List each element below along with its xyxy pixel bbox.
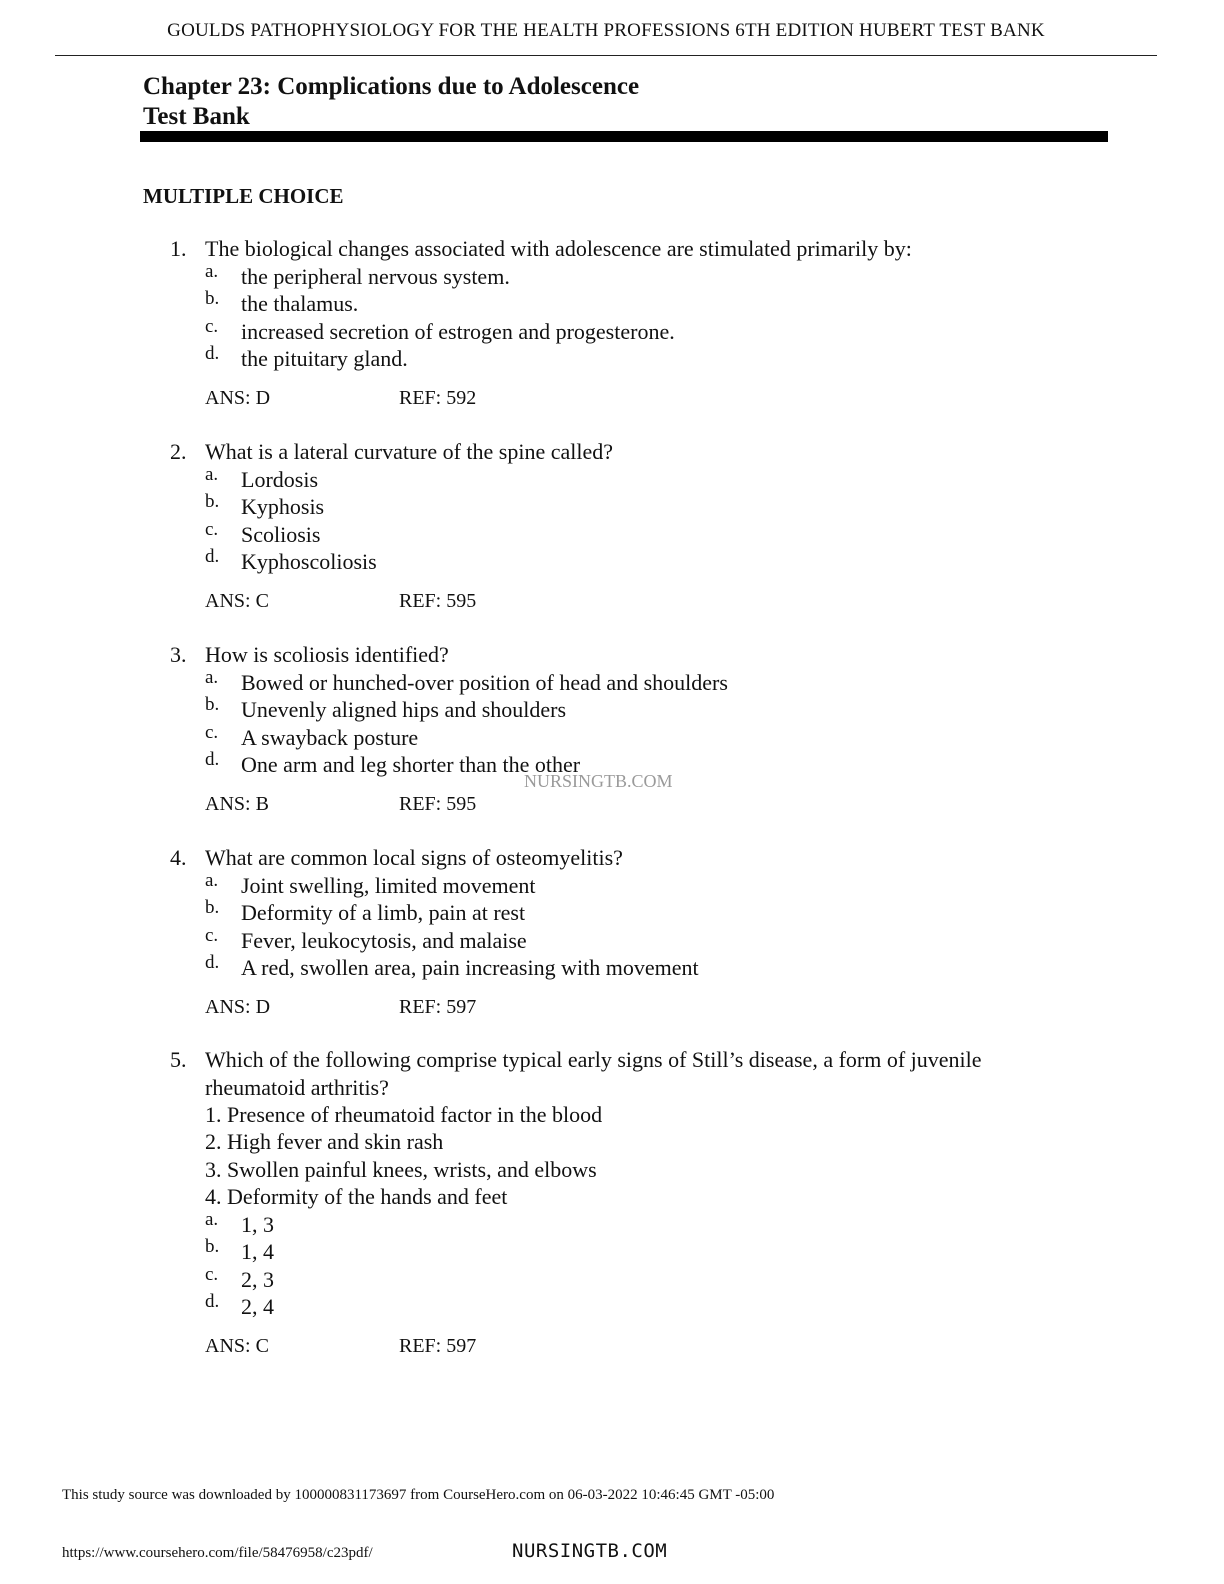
page-reference: REF: 592: [399, 387, 477, 409]
option-letter: d.: [205, 952, 220, 973]
option-text: A red, swollen area, pain increasing with movement: [241, 955, 699, 980]
option-text: increased secretion of estrogen and progesterone.: [241, 319, 675, 344]
statement-item: [0, 1101, 1100, 1128]
option-d: [0, 1293, 1100, 1320]
chapter-title-line2: Test Bank: [143, 103, 250, 130]
option-d: [0, 548, 1100, 575]
option-c: [0, 1266, 1100, 1293]
option-text: the thalamus.: [241, 291, 359, 316]
statement-item: [0, 1156, 1100, 1183]
answer-key: ANS: D: [205, 387, 271, 409]
header-rule: [55, 55, 1157, 56]
answer-key: ANS: C: [205, 590, 269, 612]
footer-watermark: NURSINGTB.COM: [512, 1540, 668, 1562]
option-letter: b.: [205, 897, 220, 918]
option-letter: b.: [205, 1236, 220, 1257]
page-reference: REF: 597: [399, 1335, 477, 1357]
option-c: [0, 927, 1100, 954]
footer-url-link[interactable]: https://www.coursehero.com/file/58476958/c23pdf/: [62, 1545, 373, 1561]
option-d: [0, 954, 1100, 981]
page-reference: REF: 595: [399, 793, 477, 815]
option-d: [0, 345, 1100, 372]
page-reference: REF: 597: [399, 996, 477, 1018]
question-stem: Which of the following comprise typical early signs of Still’s disease, a form of juvenile rheumatoid arthritis?: [205, 1047, 982, 1100]
option-b: [0, 696, 1100, 723]
option-letter: a.: [205, 667, 219, 688]
statement-text: 2. High fever and skin rash: [205, 1129, 444, 1154]
option-letter: c.: [205, 316, 219, 337]
question-number: 3.: [170, 642, 187, 667]
option-text: Kyphoscoliosis: [241, 549, 377, 574]
option-text: the peripheral nervous system.: [241, 264, 510, 289]
statement-item: [0, 1183, 1100, 1210]
answer-key: ANS: C: [205, 1335, 269, 1357]
option-letter: c.: [205, 519, 219, 540]
question-number: 2.: [170, 439, 187, 464]
option-letter: a.: [205, 261, 219, 282]
option-b: [0, 899, 1100, 926]
option-letter: b.: [205, 491, 220, 512]
question-stem: How is scoliosis identified?: [205, 642, 449, 667]
option-b: [0, 290, 1100, 317]
option-text: A swayback posture: [241, 725, 419, 750]
option-letter: b.: [205, 694, 220, 715]
option-text: 1, 3: [241, 1212, 274, 1237]
watermark: NURSINGTB.COM: [524, 771, 673, 791]
page-reference: REF: 595: [399, 590, 477, 612]
option-c: [0, 724, 1100, 751]
option-c: [0, 521, 1100, 548]
option-letter: d.: [205, 749, 220, 770]
question-number: 1.: [170, 236, 187, 261]
statement-text: 4. Deformity of the hands and feet: [205, 1184, 508, 1209]
option-text: the pituitary gland.: [241, 346, 408, 371]
option-letter: d.: [205, 343, 220, 364]
question-stem: What is a lateral curvature of the spine called?: [205, 439, 614, 464]
question-number: 4.: [170, 845, 187, 870]
option-letter: b.: [205, 288, 220, 309]
option-text: Lordosis: [241, 467, 318, 492]
option-text: Deformity of a limb, pain at rest: [241, 900, 526, 925]
option-letter: a.: [205, 1209, 219, 1230]
option-letter: c.: [205, 925, 219, 946]
option-letter: a.: [205, 464, 219, 485]
chapter-title: [143, 72, 639, 132]
option-text: 2, 3: [241, 1267, 274, 1292]
option-letter: c.: [205, 1264, 219, 1285]
option-a: [0, 263, 1100, 290]
question-number: 5.: [170, 1047, 187, 1072]
title-rule: [140, 131, 1108, 142]
option-letter: c.: [205, 722, 219, 743]
option-a: [0, 1211, 1100, 1238]
option-text: Scoliosis: [241, 522, 321, 547]
option-text: 2, 4: [241, 1294, 274, 1319]
statement-item: [0, 1128, 1100, 1155]
option-a: [0, 872, 1100, 899]
section-heading: MULTIPLE CHOICE: [143, 184, 344, 208]
option-b: [0, 493, 1100, 520]
option-b: [0, 1238, 1100, 1265]
option-c: [0, 318, 1100, 345]
option-text: Joint swelling, limited movement: [241, 873, 536, 898]
answer-key: ANS: D: [205, 996, 271, 1018]
question-stem: What are common local signs of osteomyelitis?: [205, 845, 623, 870]
running-header: GOULDS PATHOPHYSIOLOGY FOR THE HEALTH PROFESSIONS 6TH EDITION HUBERT TEST BANK: [167, 20, 1045, 41]
option-text: Bowed or hunched-over position of head and shoulders: [241, 670, 728, 695]
chapter-title-line1: Chapter 23: Complications due to Adolescence: [143, 73, 640, 100]
option-a: [0, 466, 1100, 493]
statement-text: 3. Swollen painful knees, wrists, and elbows: [205, 1157, 597, 1182]
option-text: Unevenly aligned hips and shoulders: [241, 697, 567, 722]
option-text: Kyphosis: [241, 494, 325, 519]
option-letter: d.: [205, 1291, 220, 1312]
footer-source-note: This study source was downloaded by 100000831173697 from CourseHero.com on 06-03-2022 10:46:45 GMT -05:00: [62, 1487, 775, 1503]
option-letter: d.: [205, 546, 220, 567]
option-text: Fever, leukocytosis, and malaise: [241, 928, 527, 953]
option-text: One arm and leg shorter than the other: [241, 752, 581, 777]
option-text: 1, 4: [241, 1239, 274, 1264]
option-a: [0, 669, 1100, 696]
statement-text: 1. Presence of rheumatoid factor in the blood: [205, 1102, 603, 1127]
question-stem: The biological changes associated with adolescence are stimulated primarily by:: [205, 236, 912, 261]
answer-key: ANS: B: [205, 793, 269, 815]
option-letter: a.: [205, 870, 219, 891]
